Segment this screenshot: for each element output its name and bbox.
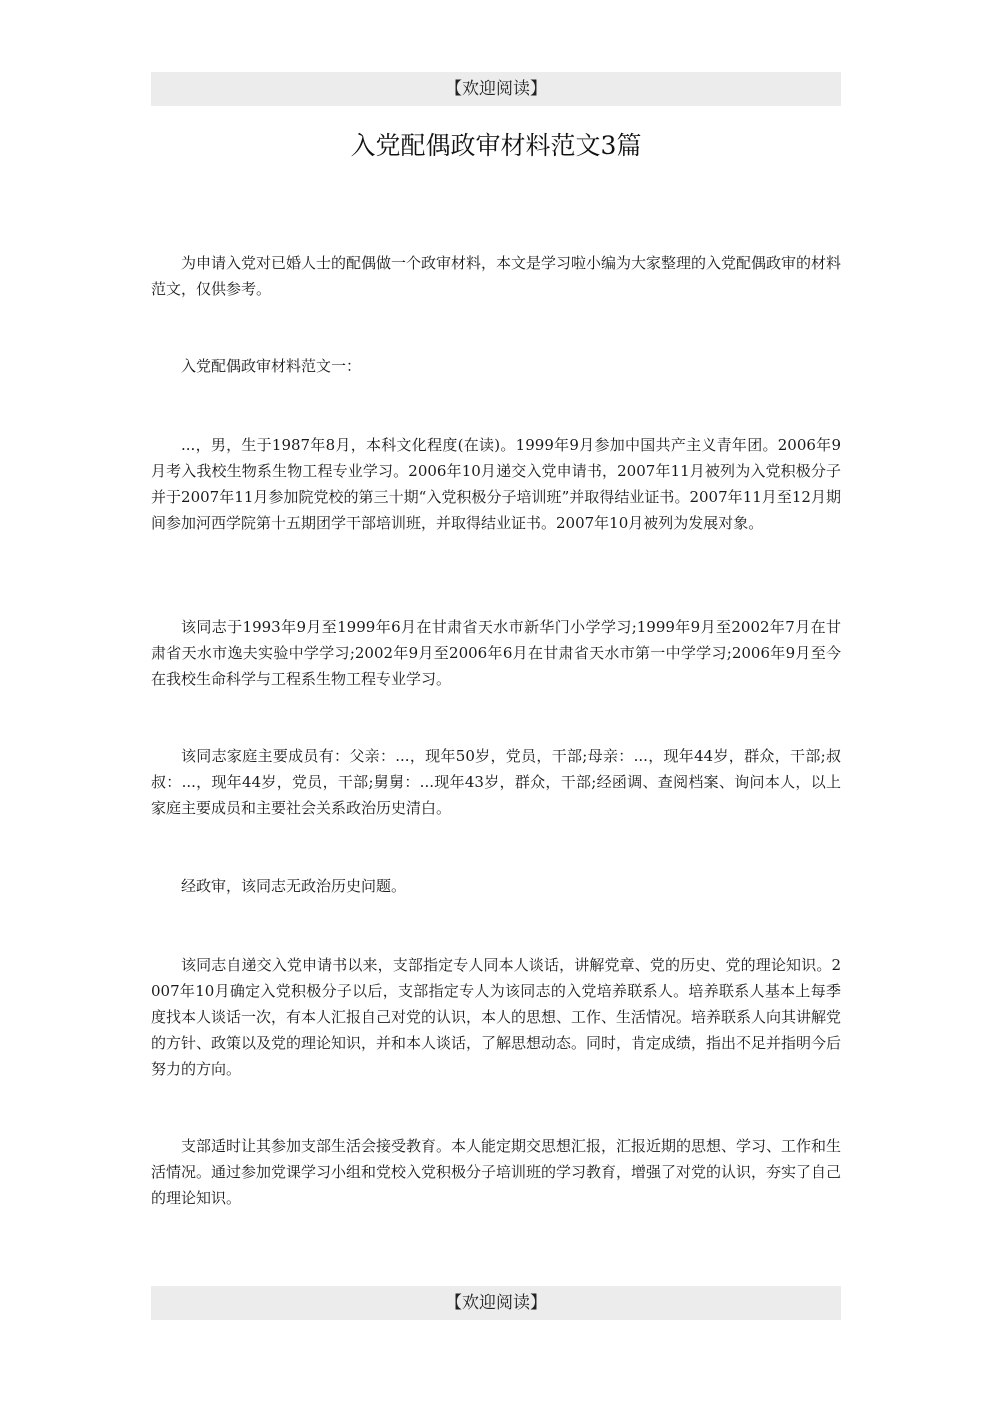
top-banner: 【欢迎阅读】 [151,72,841,106]
body-paragraph: 支部适时让其参加支部生活会接受教育。本人能定期交思想汇报，汇报近期的思想、学习、工作和生活情况。通过参加党课学习小组和党校入党积极分子培训班的学习教育，增强了对党的认识，夯实了自己的理论知识。 [151,1137,842,1207]
body-paragraph: 该同志于1993年9月至1999年6月在甘肃省天水市新华门小学学习;1999年9月至2002年7月在甘肃省天水市逸夫实验中学学习;2002年9月至2006年6月在甘肃省天水市第一中学学习;2006年9月至今在我校生命科学与工程系生物工程专业学习。 [151,618,841,688]
bottom-banner: 【欢迎阅读】 [151,1286,841,1320]
document-title: 入党配偶政审材料范文3篇 [350,131,642,160]
body-paragraph: ...，男，生于1987年8月，本科文化程度(在读)。1999年9月参加中国共产主义青年团。2006年9月考入我校生物系生物工程专业学习。2006年10月递交入党申请书，2007年11月被列为入党积极分子并于2007年11月参加院党校的第三十期“入党积极分子培训班”并取得结业证书。2007年11月至12月期间参加河西学院第十五期团学干部培训班，并取得结业证书。2007年10月被列为发展对象。 [151,436,841,532]
body-paragraph: 该同志家庭主要成员有：父亲：...，现年50岁，党员，干部;母亲：...，现年44岁，群众，干部;叔叔：...，现年44岁，党员，干部;舅舅：...现年43岁，群众，干部;经函调、查阅档案、询问本人，以上家庭主要成员和主要社会关系政治历史清白。 [151,747,841,817]
body-paragraph: 该同志自递交入党申请书以来，支部指定专人同本人谈话，讲解党章、党的历史、党的理论知识。2007年10月确定入党积极分子以后，支部指定专人为该同志的入党培养联系人。培养联系人基本上每季度找本人谈话一次，有本人汇报自己对党的认识，本人的思想、工作、生活情况。培养联系人向其讲解党的方针、政策以及党的理论知识，并和本人谈话，了解思想动态。同时，肯定成绩，指出不足并指明今后努力的方向。 [151,956,842,1078]
body-paragraph: 经政审，该同志无政治历史问题。 [181,877,407,895]
intro-paragraph: 为申请入党对已婚人士的配偶做一个政审材料，本文是学习啦小编为大家整理的入党配偶政审的材料范文，仅供参考。 [151,254,842,298]
section-heading: 入党配偶政审材料范文一： [181,357,362,375]
